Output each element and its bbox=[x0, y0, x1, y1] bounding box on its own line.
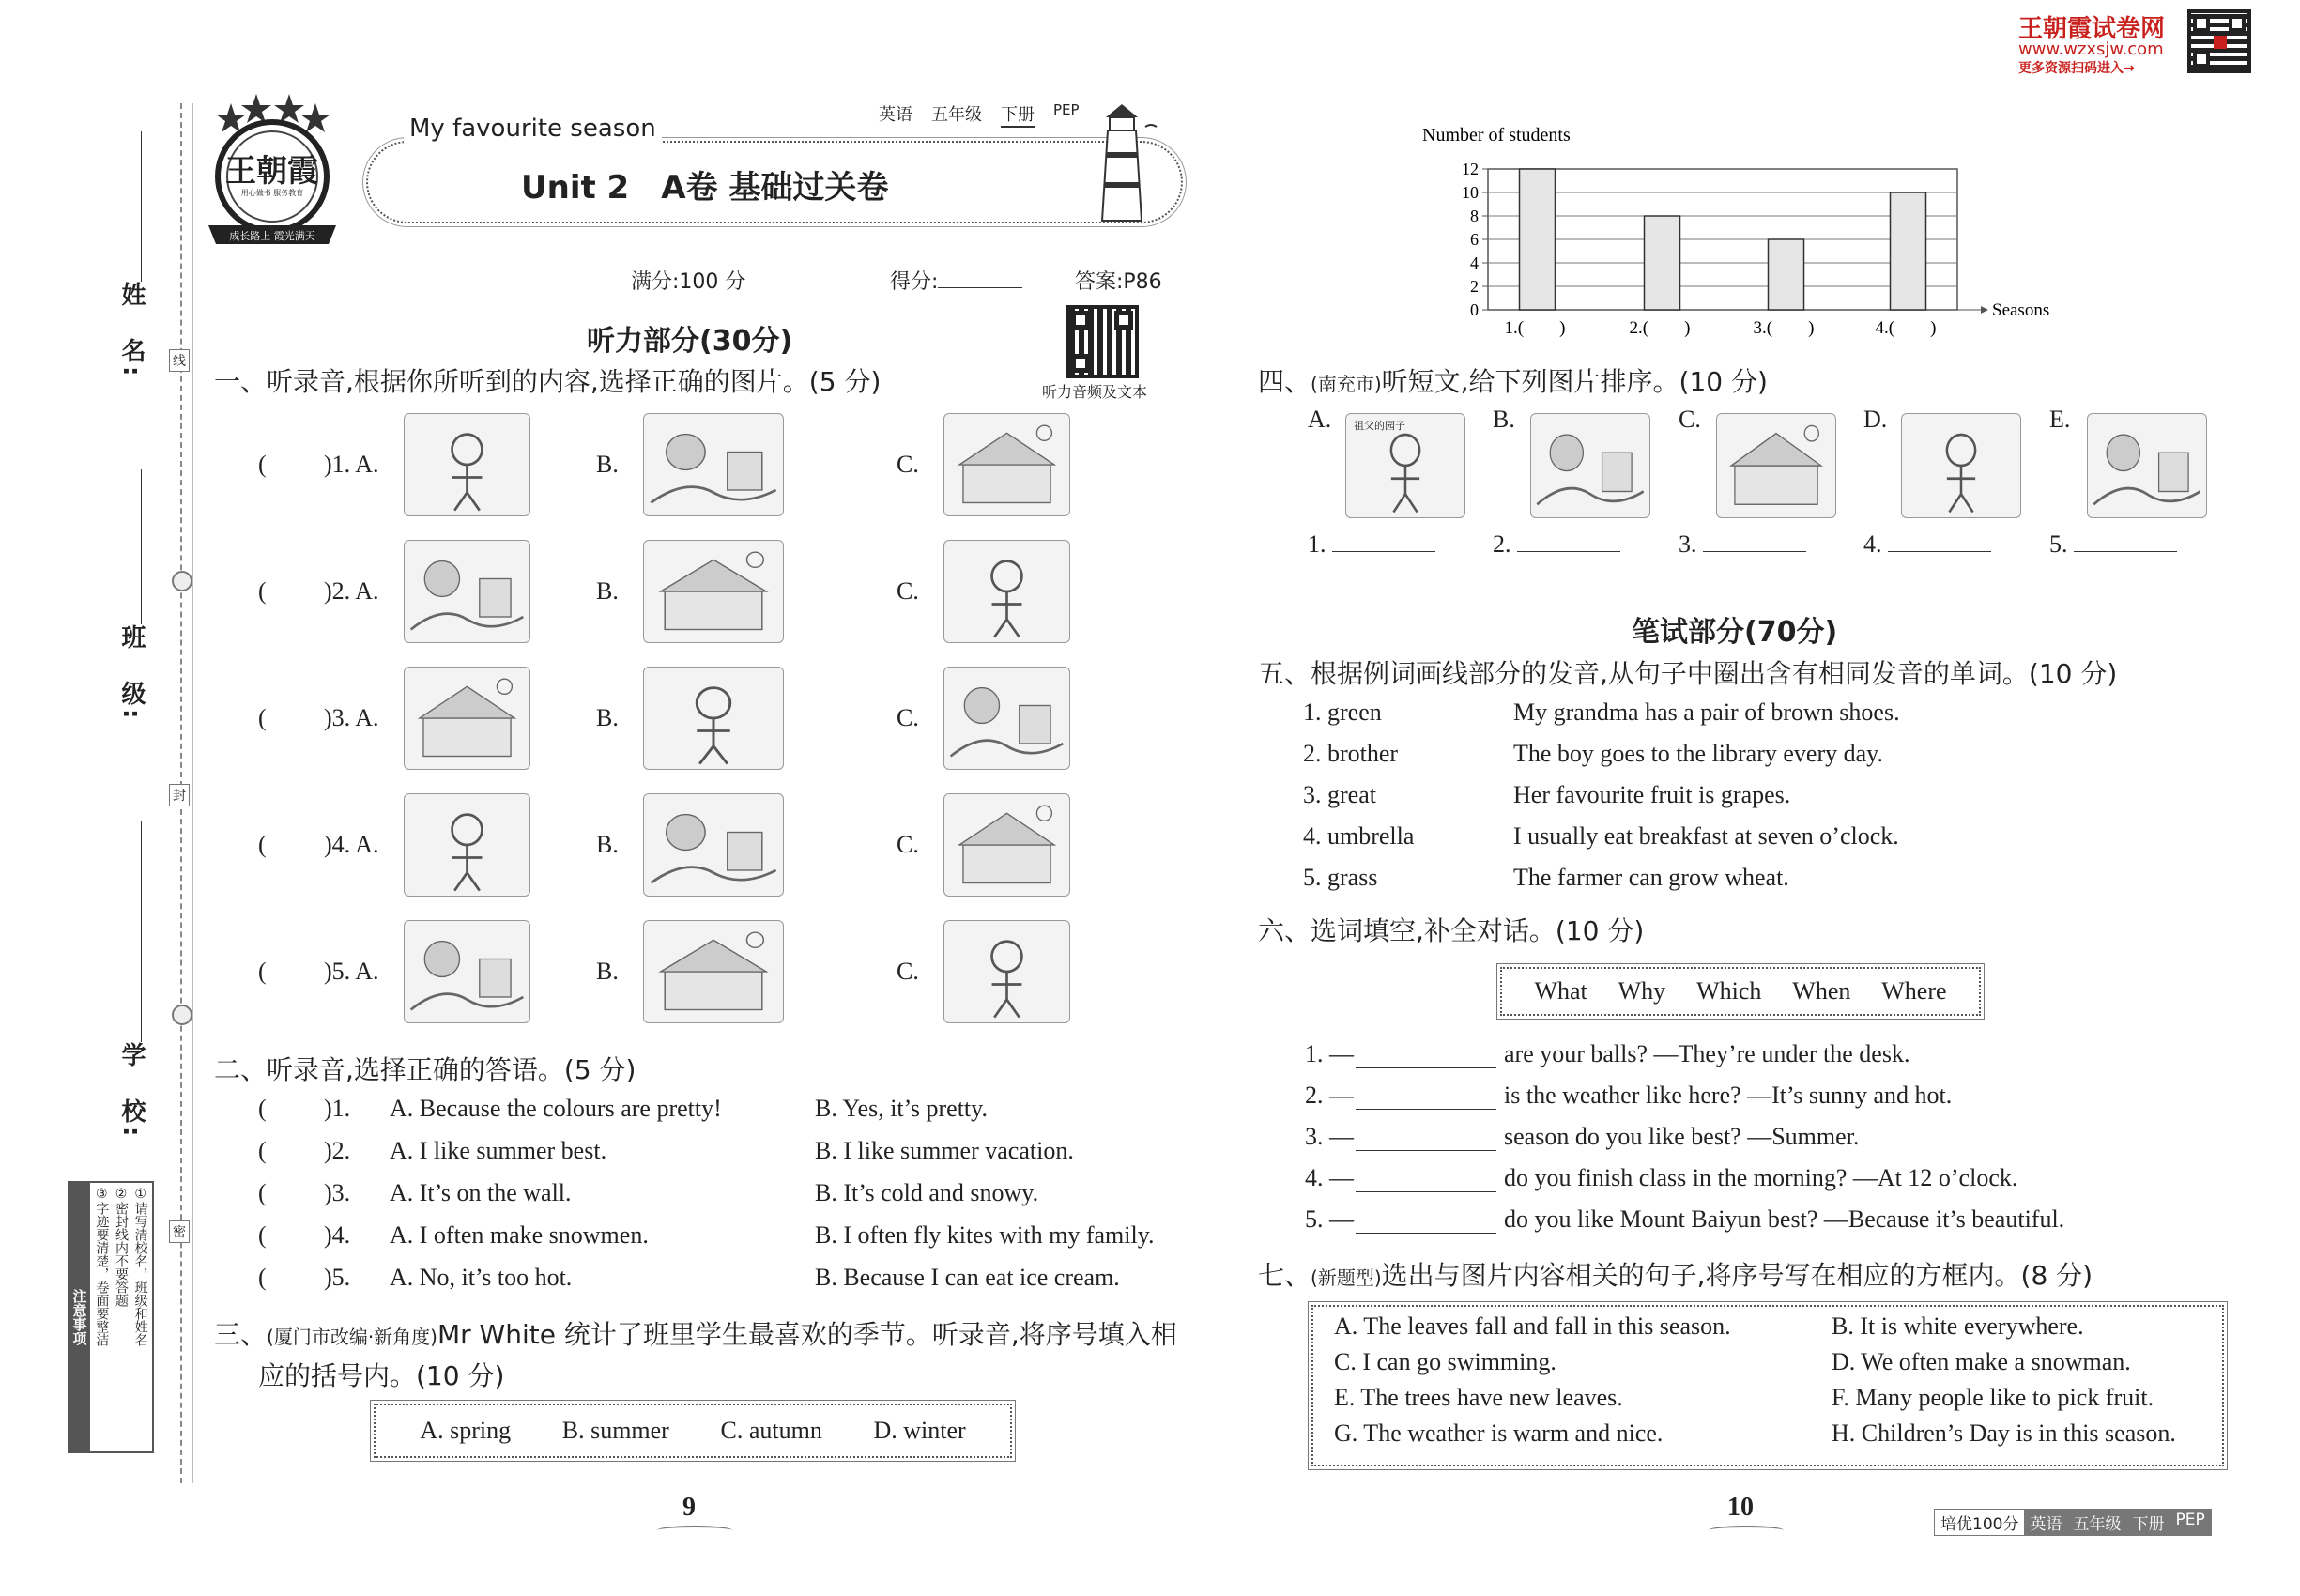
question-number: )2. bbox=[324, 1137, 351, 1164]
option-picture-b[interactable] bbox=[643, 793, 784, 897]
chart-title: Number of students bbox=[1422, 125, 1571, 146]
fill-blank[interactable] bbox=[1356, 1128, 1496, 1151]
s3-option: A. spring bbox=[420, 1417, 512, 1444]
footer-subject: 英语 bbox=[2024, 1510, 2067, 1535]
x-axis-label: Seasons bbox=[1992, 300, 2050, 320]
grade-tag: 五年级 bbox=[931, 105, 982, 125]
chart-svg bbox=[1408, 117, 2050, 347]
note-item: ②密封线内不要答题 bbox=[113, 1187, 129, 1307]
watermark-qr-icon[interactable] bbox=[2187, 9, 2251, 73]
footer-grade: 五年级 bbox=[2067, 1510, 2126, 1535]
category-label[interactable]: 2.( ) bbox=[1629, 318, 1691, 338]
x-axis-arrowhead bbox=[1981, 306, 1988, 314]
option-c-label: C. bbox=[897, 451, 919, 478]
s6-heading: 六、选词填空,补全对话。(10 分) bbox=[1258, 915, 1645, 946]
sentence-option: C. I can go swimming. bbox=[1334, 1348, 1556, 1375]
s2-question bbox=[258, 1095, 1197, 1132]
word-option: What bbox=[1534, 977, 1587, 1005]
qr-code-icon[interactable] bbox=[1066, 305, 1139, 378]
s7-prefix: 七、 bbox=[1258, 1260, 1311, 1291]
answer-ref: 答案:P86 bbox=[1075, 270, 1162, 294]
s3-prefix: 三、 bbox=[214, 1319, 268, 1350]
y-tick-label: 8 bbox=[1470, 207, 1479, 225]
category-label[interactable]: 1.( ) bbox=[1504, 318, 1566, 338]
footer-series-tag bbox=[1934, 1509, 2212, 1536]
question-number: )5. A. bbox=[324, 958, 379, 985]
option-picture-b[interactable] bbox=[643, 920, 784, 1023]
dialogue-number: 1. — bbox=[1305, 1040, 1354, 1067]
sentence-option: B. It is white everywhere. bbox=[1832, 1312, 2084, 1340]
option-picture-a[interactable] bbox=[404, 540, 530, 643]
full-score: 满分:100 分 bbox=[631, 270, 746, 294]
option-picture-a[interactable] bbox=[404, 920, 530, 1023]
dialogue-item bbox=[1305, 1040, 1909, 1068]
s3-source: (厦门市改编·新角度) bbox=[267, 1326, 437, 1348]
name-blank[interactable] bbox=[141, 131, 142, 282]
question-number: )4. bbox=[324, 1221, 351, 1249]
dialogue-item bbox=[1305, 1205, 2064, 1234]
question-number: )2. A. bbox=[324, 577, 379, 605]
s3-option: B. summer bbox=[561, 1417, 669, 1444]
category-label[interactable]: 3.( ) bbox=[1753, 318, 1815, 338]
blank-line[interactable] bbox=[1517, 531, 1620, 552]
unit-title: Unit 2 A卷 基础过关卷 bbox=[521, 169, 889, 207]
s6-word-box bbox=[1500, 967, 1981, 1016]
s3-option: D. winter bbox=[873, 1417, 966, 1444]
option-c-label: C. bbox=[897, 958, 919, 985]
dialogue-number: 2. — bbox=[1305, 1082, 1354, 1109]
subject-tag: 英语 bbox=[879, 105, 912, 125]
dialogue-number: 3. — bbox=[1305, 1123, 1354, 1150]
example-word: 2. brother bbox=[1303, 740, 1399, 767]
example-word: 5. grass bbox=[1303, 864, 1378, 891]
target-sentence[interactable]: The farmer can grow wheat. bbox=[1513, 864, 1789, 891]
order-picture bbox=[1716, 413, 1836, 518]
question-number: )5. bbox=[324, 1264, 351, 1291]
option-picture-c[interactable] bbox=[943, 540, 1070, 643]
picture-label: E. bbox=[2049, 406, 2071, 433]
s3-options-box bbox=[374, 1404, 1012, 1458]
note-item: ③字迹要清楚，卷面要整洁 bbox=[94, 1187, 110, 1346]
target-sentence[interactable]: Her favourite fruit is grapes. bbox=[1513, 781, 1791, 808]
word-option: When bbox=[1792, 977, 1851, 1005]
y-tick-label: 4 bbox=[1470, 253, 1479, 272]
picture-label: A. bbox=[1308, 406, 1332, 433]
s1-question bbox=[253, 920, 1098, 1033]
option-b: B. I like summer vacation. bbox=[815, 1137, 1074, 1164]
example-word: 1. green bbox=[1303, 698, 1382, 726]
word-option: Which bbox=[1696, 977, 1762, 1005]
option-picture-b[interactable] bbox=[643, 667, 784, 770]
order-blank[interactable] bbox=[1308, 530, 1435, 559]
fill-blank[interactable] bbox=[1356, 1211, 1496, 1234]
dialogue-text: season do you like best? —Summer. bbox=[1504, 1123, 1860, 1150]
s7-heading-text: 选出与图片内容相关的句子,将序号写在相应的方框内。(8 分) bbox=[1381, 1260, 2093, 1291]
answer-paren[interactable]: ( bbox=[258, 577, 267, 605]
answer-paren[interactable]: ( bbox=[258, 1095, 267, 1122]
dialogue-text: do you like Mount Baiyun best? —Because it’s beautiful. bbox=[1504, 1205, 2065, 1233]
answer-paren[interactable]: ( bbox=[258, 958, 267, 985]
sentence-option: E. The trees have new leaves. bbox=[1334, 1384, 1623, 1411]
edition-tag: PEP bbox=[1053, 101, 1080, 118]
dialogue-text: is the weather like here? —It’s sunny and hot. bbox=[1504, 1082, 1953, 1109]
order-blank[interactable] bbox=[1493, 530, 1620, 559]
s7-sentence-box bbox=[1311, 1305, 2224, 1466]
answer-paren[interactable]: ( bbox=[258, 451, 267, 478]
order-blank[interactable] bbox=[1863, 530, 1991, 559]
y-tick-label: 2 bbox=[1470, 277, 1479, 296]
s1-heading: 一、听录音,根据你所听到的内容,选择正确的图片。(5 分) bbox=[214, 366, 882, 397]
s2-question bbox=[258, 1179, 1197, 1217]
s4-source: (南充市) bbox=[1311, 373, 1382, 395]
question-number: )4. A. bbox=[324, 831, 379, 858]
option-a: A. No, it’s too hot. bbox=[390, 1264, 573, 1291]
order-blank[interactable] bbox=[2049, 530, 2177, 559]
dialogue-item bbox=[1305, 1082, 1952, 1110]
class-blank[interactable] bbox=[141, 469, 142, 624]
option-picture-c[interactable] bbox=[943, 920, 1070, 1023]
logo-small-text: 用心做书 服务教育 bbox=[240, 189, 304, 197]
page-number-left: 9 bbox=[682, 1493, 696, 1522]
answer-paren[interactable]: ( bbox=[258, 1264, 267, 1291]
footer-series: 培优100分 bbox=[1935, 1510, 2024, 1535]
option-a: A. It’s on the wall. bbox=[390, 1179, 572, 1206]
option-picture-b[interactable] bbox=[643, 540, 784, 643]
target-sentence[interactable]: I usually eat breakfast at seven o’clock. bbox=[1513, 822, 1899, 850]
blank-number: 1. bbox=[1308, 530, 1326, 558]
qr-caption: 听力音频及文本 bbox=[1042, 383, 1148, 401]
s3-heading-line2: 应的括号内。(10 分) bbox=[258, 1360, 505, 1391]
option-picture-c[interactable] bbox=[943, 793, 1070, 897]
s2-question bbox=[258, 1137, 1197, 1174]
note-item: ①请写清校名，班级和姓名 bbox=[132, 1187, 148, 1346]
s1-question bbox=[253, 793, 1098, 906]
question-number: )1. A. bbox=[324, 451, 379, 478]
seal-icon bbox=[172, 1005, 192, 1025]
question-number: )3. bbox=[324, 1179, 351, 1206]
option-b-label: B. bbox=[596, 704, 619, 731]
option-b-label: B. bbox=[596, 958, 619, 985]
s4-prefix: 四、 bbox=[1258, 366, 1311, 397]
picture-label: B. bbox=[1493, 406, 1515, 433]
logo-text: 王朝霞 bbox=[225, 152, 318, 189]
order-picture bbox=[1345, 413, 1465, 518]
bar bbox=[1769, 239, 1804, 310]
binding-solid-line bbox=[192, 103, 193, 1483]
option-b: B. It’s cold and snowy. bbox=[815, 1179, 1039, 1206]
option-a: A. Because the colours are pretty! bbox=[390, 1095, 722, 1122]
picture-label: D. bbox=[1863, 406, 1888, 433]
cut-mark-line: 线 bbox=[169, 349, 190, 372]
subject-tags bbox=[873, 101, 1085, 128]
s1-question bbox=[253, 540, 1098, 652]
s7-heading bbox=[1258, 1255, 2093, 1293]
question-number: )1. bbox=[324, 1095, 351, 1122]
page-swoosh bbox=[657, 1526, 732, 1535]
example-word: 4. umbrella bbox=[1303, 822, 1415, 850]
footer-term: 下册 bbox=[2126, 1510, 2170, 1535]
lighthouse-icon bbox=[1080, 99, 1164, 230]
footer-edition: PEP bbox=[2170, 1510, 2210, 1535]
bar bbox=[1520, 169, 1556, 310]
notes-box bbox=[68, 1181, 154, 1453]
option-b-label: B. bbox=[596, 451, 619, 478]
s4-heading-text: 听短文,给下列图片排序。(10 分) bbox=[1381, 366, 1768, 397]
option-c-label: C. bbox=[897, 831, 919, 858]
brand-logo bbox=[199, 94, 345, 249]
blank-line[interactable] bbox=[2074, 531, 2177, 552]
s3-heading-text: Mr White 统计了班里学生最喜欢的季节。听录音,将序号填入相 bbox=[437, 1319, 1177, 1350]
term-tag: 下册 bbox=[1001, 101, 1035, 128]
option-c-label: C. bbox=[897, 577, 919, 605]
blank-number: 2. bbox=[1493, 530, 1511, 558]
bar bbox=[1645, 216, 1680, 310]
option-b: B. Yes, it’s pretty. bbox=[815, 1095, 988, 1122]
option-picture-a[interactable] bbox=[404, 413, 530, 516]
unit-subtitle: My favourite season bbox=[404, 115, 662, 143]
y-tick-label: 10 bbox=[1462, 183, 1479, 202]
s7-source: (新题型) bbox=[1311, 1266, 1382, 1289]
order-picture bbox=[2087, 413, 2207, 518]
s2-question bbox=[258, 1221, 1197, 1259]
order-picture bbox=[1901, 413, 2021, 518]
blank-number: 4. bbox=[1863, 530, 1882, 558]
sentence-option: G. The weather is warm and nice. bbox=[1334, 1420, 1664, 1447]
option-a: A. I often make snowmen. bbox=[390, 1221, 649, 1249]
option-picture-a[interactable] bbox=[404, 793, 530, 897]
fill-blank[interactable] bbox=[1356, 1046, 1496, 1068]
school-blank[interactable] bbox=[141, 821, 142, 1042]
blank-number: 3. bbox=[1679, 530, 1697, 558]
class-label: 班 级: bbox=[117, 624, 146, 723]
score-field[interactable] bbox=[890, 266, 1022, 295]
season-bar-chart bbox=[1408, 117, 2050, 347]
option-b-label: B. bbox=[596, 831, 619, 858]
watermark-more: 更多资源扫码进入→ bbox=[2018, 61, 2135, 76]
watermark-url: www.wzxsjw.com bbox=[2018, 39, 2164, 59]
s3-option: C. autumn bbox=[720, 1417, 822, 1444]
picture-a-caption: 祖父的园子 bbox=[1354, 420, 1405, 432]
name-label: 姓 名: bbox=[117, 282, 146, 380]
page-swoosh bbox=[1709, 1526, 1784, 1535]
blank-line[interactable] bbox=[1332, 531, 1435, 552]
bar bbox=[1891, 192, 1926, 310]
option-b: B. Because I can eat ice cream. bbox=[815, 1264, 1120, 1291]
option-picture-c[interactable] bbox=[943, 413, 1070, 516]
dialogue-item bbox=[1305, 1164, 2017, 1192]
s4-heading bbox=[1258, 361, 1768, 399]
option-b: B. I often fly kites with my family. bbox=[815, 1221, 1155, 1249]
answer-paren[interactable]: ( bbox=[258, 1221, 267, 1249]
s1-question bbox=[253, 667, 1098, 779]
answer-paren[interactable]: ( bbox=[258, 704, 267, 731]
option-c-label: C. bbox=[897, 704, 919, 731]
order-blank[interactable] bbox=[1679, 530, 1806, 559]
sentence-option: A. The leaves fall and fall in this season. bbox=[1334, 1312, 1731, 1340]
cut-mark-seal: 封 bbox=[169, 784, 190, 806]
school-label: 学 校: bbox=[117, 1042, 146, 1141]
category-label[interactable]: 4.( ) bbox=[1875, 318, 1937, 338]
notes-title: 注意事项 bbox=[69, 1183, 90, 1451]
dialogue-text: are your balls? —They’re under the desk. bbox=[1504, 1040, 1910, 1067]
dialogue-item bbox=[1305, 1123, 1859, 1151]
page-number-right: 10 bbox=[1727, 1493, 1754, 1522]
seal-icon bbox=[172, 571, 192, 591]
watermark-brand: 王朝霞试卷网 bbox=[2018, 15, 2166, 43]
blank-number: 5. bbox=[2049, 530, 2068, 558]
score-label: 得分: bbox=[890, 270, 939, 294]
s2-question bbox=[258, 1264, 1197, 1301]
blank-line[interactable] bbox=[1888, 531, 1991, 552]
option-picture-b[interactable] bbox=[643, 413, 784, 516]
example-word: 3. great bbox=[1303, 781, 1376, 808]
s3-heading bbox=[214, 1314, 1190, 1358]
dialogue-number: 4. — bbox=[1305, 1164, 1354, 1191]
fill-blank[interactable] bbox=[1356, 1170, 1496, 1192]
answer-paren[interactable]: ( bbox=[258, 831, 267, 858]
blank-line[interactable] bbox=[1703, 531, 1806, 552]
option-a: A. I like summer best. bbox=[390, 1137, 607, 1164]
target-sentence[interactable]: The boy goes to the library every day. bbox=[1513, 740, 1883, 767]
word-option: Why bbox=[1618, 977, 1666, 1005]
writing-title: 笔试部分(70分) bbox=[1632, 616, 1838, 649]
logo-motto: 成长路上 霞光满天 bbox=[229, 230, 315, 242]
listening-title: 听力部分(30分) bbox=[587, 325, 793, 358]
dialogue-text: do you finish class in the morning? —At 12 o’clock. bbox=[1504, 1164, 2018, 1191]
question-number: )3. A. bbox=[324, 704, 379, 731]
answer-paren[interactable]: ( bbox=[258, 1137, 267, 1164]
option-b-label: B. bbox=[596, 577, 619, 605]
y-tick-label: 12 bbox=[1462, 160, 1479, 178]
y-tick-label: 0 bbox=[1470, 300, 1479, 319]
target-sentence[interactable]: My grandma has a pair of brown shoes. bbox=[1513, 698, 1900, 726]
option-picture-c[interactable] bbox=[943, 667, 1070, 770]
dialogue-number: 5. — bbox=[1305, 1205, 1354, 1233]
option-picture-a[interactable] bbox=[404, 667, 530, 770]
picture-label: C. bbox=[1679, 406, 1701, 433]
fill-blank[interactable] bbox=[1356, 1087, 1496, 1110]
sentence-option: D. We often make a snowman. bbox=[1832, 1348, 2131, 1375]
cut-mark-secret: 密 bbox=[169, 1220, 190, 1243]
sentence-option: F. Many people like to pick fruit. bbox=[1832, 1384, 2154, 1411]
order-picture bbox=[1530, 413, 1650, 518]
y-tick-label: 6 bbox=[1470, 230, 1479, 249]
answer-paren[interactable]: ( bbox=[258, 1179, 267, 1206]
s5-heading: 五、根据例词画线部分的发音,从句子中圈出含有相同发音的单词。(10 分) bbox=[1258, 658, 2118, 689]
word-option: Where bbox=[1881, 977, 1947, 1005]
s1-question bbox=[253, 413, 1098, 526]
s2-heading: 二、听录音,选择正确的答语。(5 分) bbox=[214, 1054, 636, 1085]
sentence-option: H. Children’s Day is in this season. bbox=[1832, 1420, 2176, 1447]
